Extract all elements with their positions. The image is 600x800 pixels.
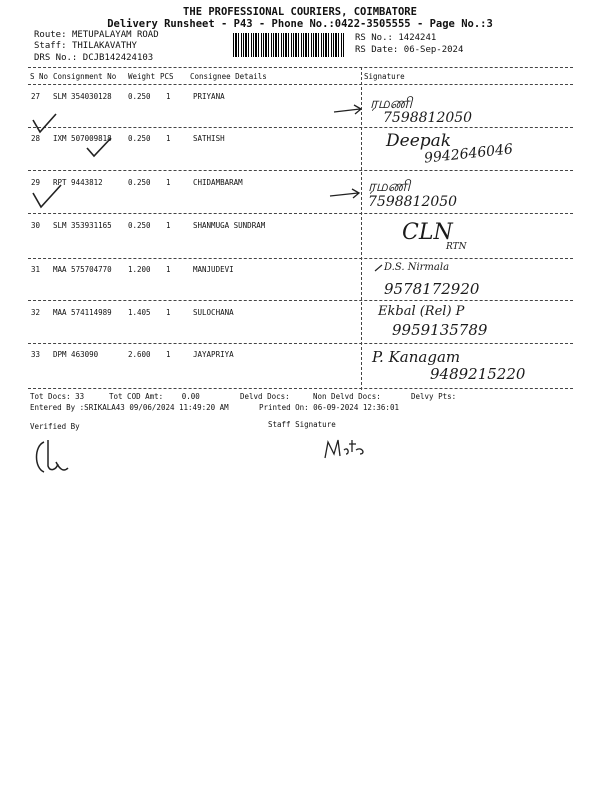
rs-no-label: RS No.:: [355, 33, 393, 43]
row-sno: 30: [31, 221, 41, 230]
rs-date-value: 06-Sep-2024: [403, 45, 464, 55]
runsheet-title: Delivery Runsheet - P43 - Phone No.:0422-3505555 - Page No.:3: [107, 18, 493, 30]
signature-phone: 9578172920: [384, 280, 480, 298]
signature-note: RTN: [446, 242, 467, 252]
row-sno: 28: [31, 134, 41, 143]
row-consignment: SLM 353931165: [53, 221, 112, 230]
row-weight: 0.250: [128, 92, 151, 101]
row-consignment: MAA 574114989: [53, 308, 112, 317]
staff-line: [34, 41, 137, 51]
signature-name: D.S. Nirmala: [384, 262, 450, 273]
staff-signature-label: Staff Signature: [268, 420, 336, 429]
arrow-icon: [374, 263, 384, 273]
signature-name: CLN: [402, 220, 453, 245]
non-delvd-docs-label: Non Delvd Docs:: [313, 392, 381, 401]
row-pcs: 1: [166, 308, 171, 317]
verifier-signature-icon: [30, 436, 74, 478]
col-sno: S No: [30, 72, 49, 81]
signature-phone: 7598812050: [383, 110, 473, 126]
staff-label: Staff:: [34, 41, 67, 51]
table-top-rule: [28, 67, 573, 68]
signature-phone: 7598812050: [368, 194, 458, 210]
col-signature: Signature: [364, 72, 405, 81]
signature-name: ரமணி: [370, 94, 413, 112]
signature-phone: 9959135789: [392, 321, 488, 339]
header-bottom-rule: [28, 84, 573, 85]
entered-by: Entered By :SRIKALA43 09/06/2024 11:49:20 AM: [30, 403, 229, 412]
row-consignment: DPM 463090: [53, 350, 99, 359]
verified-by-label: Verified By: [30, 422, 80, 431]
footer-totals-line: [30, 392, 84, 401]
table-bottom-rule: [28, 388, 573, 389]
row-consignee: JAYAPRIYA: [193, 350, 234, 359]
row-consignee: CHIDAMBARAM: [193, 178, 243, 187]
row-weight: 0.250: [128, 221, 151, 230]
col-pcs: PCS: [160, 72, 174, 81]
route-value: METUPALAYAM ROAD: [71, 30, 159, 40]
rs-no-line: [355, 33, 436, 43]
route-label: Route:: [34, 30, 67, 40]
drs-label: DRS No.:: [34, 53, 78, 63]
barcode-image: [233, 33, 345, 57]
signature-name: ரமணி: [368, 177, 411, 195]
row-rule: [28, 170, 573, 171]
tick-mark-icon: [30, 112, 60, 138]
row-consignment: SLM 354030128: [53, 92, 112, 101]
row-rule: [28, 343, 573, 344]
printed-on: Printed On: 06-09-2024 12:36:01: [259, 403, 399, 412]
staff-signature-icon: [322, 436, 378, 462]
row-rule: [28, 213, 573, 214]
arrow-icon: [328, 187, 362, 201]
tot-cod-line: [109, 392, 200, 401]
row-weight: 1.405: [128, 308, 151, 317]
staff-value: THILAKAVATHY: [71, 41, 137, 51]
row-sno: 27: [31, 92, 41, 101]
signature-phone: 9489215220: [430, 365, 526, 383]
row-consignment: RPT 9443812: [53, 178, 103, 187]
rs-date-line: [355, 45, 463, 55]
tick-mark-icon: [84, 136, 114, 160]
col-consignee: Consignee Details: [190, 72, 267, 81]
row-weight: 2.600: [128, 350, 151, 359]
row-weight: 0.250: [128, 178, 151, 187]
col-consignment: Consignment No: [53, 72, 117, 81]
drs-line: [34, 53, 153, 63]
row-sno: 33: [31, 350, 41, 359]
delvy-pts-label: Delvy Pts:: [411, 392, 457, 401]
arrow-icon: [332, 104, 364, 116]
col-weight: Weight: [128, 72, 156, 81]
signature-name: Deepak: [386, 131, 452, 151]
rs-date-label: RS Date:: [355, 45, 399, 55]
row-weight: 0.250: [128, 134, 151, 143]
row-consignee: PRIYANA: [193, 92, 225, 101]
signature-name: Ekbal (Rel) P: [378, 304, 465, 319]
rs-no-value: 1424241: [398, 33, 437, 43]
tot-cod-value: 0.00: [181, 392, 200, 401]
row-rule: [28, 258, 573, 259]
row-pcs: 1: [166, 265, 171, 274]
company-title: THE PROFESSIONAL COURIERS, COIMBATORE: [183, 6, 417, 18]
signature-name: P. Kanagam: [372, 348, 461, 366]
row-rule: [28, 127, 573, 128]
row-consignee: SULOCHANA: [193, 308, 234, 317]
tot-cod-label: Tot COD Amt:: [109, 392, 164, 401]
row-sno: 31: [31, 265, 41, 274]
row-consignee: MANJUDEVI: [193, 265, 234, 274]
row-weight: 1.200: [128, 265, 151, 274]
row-consignment: MAA 575704770: [53, 265, 112, 274]
row-rule: [28, 300, 573, 301]
row-pcs: 1: [166, 350, 171, 359]
row-pcs: 1: [166, 134, 171, 143]
tot-docs-value: 33: [75, 392, 85, 401]
tot-docs-label: Tot Docs:: [30, 392, 71, 401]
row-pcs: 1: [166, 92, 171, 101]
route-line: [34, 30, 159, 40]
row-sno: 32: [31, 308, 41, 317]
row-pcs: 1: [166, 178, 171, 187]
signature-phone: 9942646046: [423, 141, 514, 167]
delvd-docs-label: Delvd Docs:: [240, 392, 290, 401]
row-consignee: SHANMUGA SUNDRAM: [193, 221, 266, 230]
tick-mark-icon: [30, 183, 64, 213]
drs-value: DCJB142424103: [82, 53, 154, 63]
row-consignee: SATHISH: [193, 134, 225, 143]
row-consignment: IXM 507009818: [53, 134, 112, 143]
row-sno: 29: [31, 178, 41, 187]
row-pcs: 1: [166, 221, 171, 230]
